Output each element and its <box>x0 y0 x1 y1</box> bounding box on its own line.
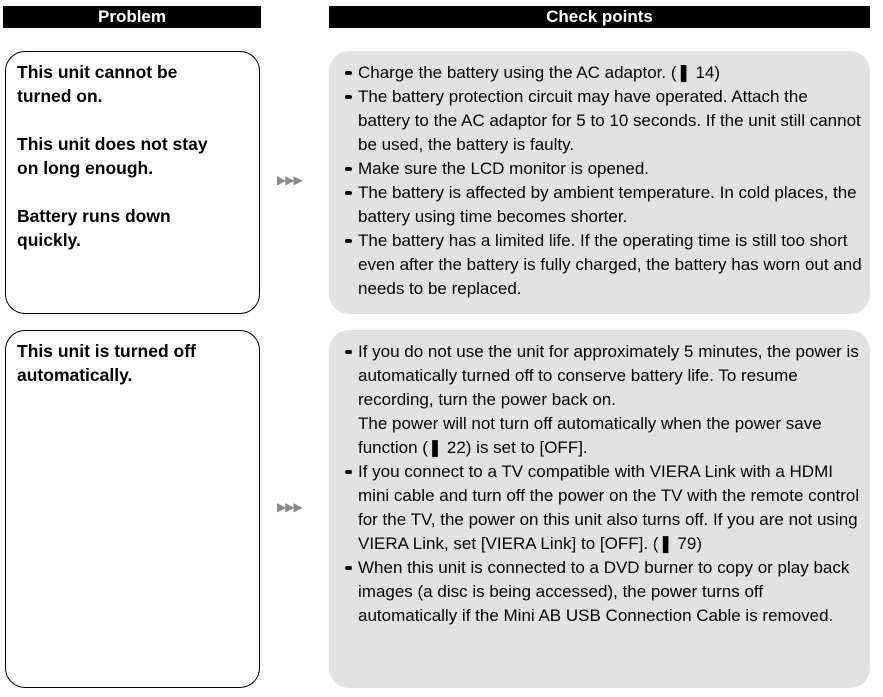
check-point-item: The battery is affected by ambient temperature. In cold places, the battery using time becomes shorter. <box>343 181 862 229</box>
problem-box-power <box>5 51 260 314</box>
problem-item: This unit cannot be turned on. <box>17 62 178 106</box>
arrow-icon: ▶▶▶ <box>277 173 302 187</box>
check-point-item: Make sure the LCD monitor is opened. <box>343 157 862 181</box>
check-point-item: When this unit is connected to a DVD burner to copy or play back images (a disc is being accessed), the power turns off automatically if the Mini AB USB Connection Cable is removed. <box>343 556 862 628</box>
check-point-item: If you do not use the unit for approximately 5 minutes, the power is automatically turned off to conserve battery life. To resume recording, turn the power back on. The power will not turn off automatically when the power save function (❚ 22) is set to [OFF]. <box>343 340 862 460</box>
check-point-item: The battery protection circuit may have operated. Attach the battery to the AC adaptor for 5 to 10 seconds. If the unit still cannot be used, the battery is faulty. <box>343 85 862 157</box>
problem-item: This unit does not stay on long enough. <box>17 134 208 178</box>
check-point-item: Charge the battery using the AC adaptor. (❚ 14) <box>343 61 862 85</box>
check-points-box-power <box>329 51 870 314</box>
problem-item: This unit is turned off automatically. <box>17 341 196 385</box>
arrow-icon: ▶▶▶ <box>277 500 302 514</box>
check-points-column-header: Check points <box>329 6 870 28</box>
problem-column-header: Problem <box>3 6 261 28</box>
check-points-list <box>343 61 862 301</box>
problem-item: Battery runs down quickly. <box>17 206 171 250</box>
check-point-item: If you connect to a TV compatible with VIERA Link with a HDMI mini cable and turn off the power on the TV with the remote control for the TV, the power on this unit also turns off. If you are not using VIERA Link, set [VIERA Link] to [OFF]. (❚ 79) <box>343 460 862 556</box>
problem-box-auto-off <box>5 330 260 688</box>
check-points-list <box>343 340 862 628</box>
check-point-item: The battery has a limited life. If the operating time is still too short even after the battery is fully charged, the battery has worn out and needs to be replaced. <box>343 229 862 301</box>
check-points-box-auto-off <box>329 330 870 688</box>
